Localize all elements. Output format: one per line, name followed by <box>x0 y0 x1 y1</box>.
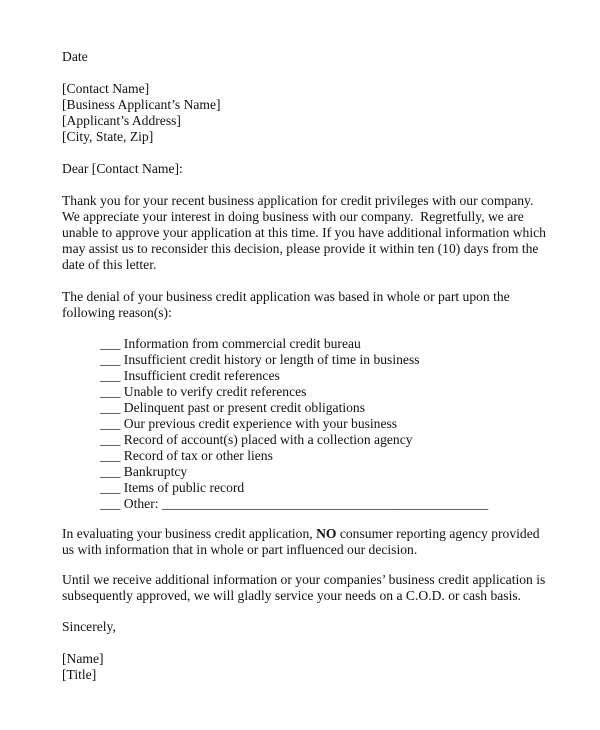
city-state-zip: [City, State, Zip] <box>62 129 154 144</box>
para2-line: following reason(s): <box>62 305 172 320</box>
para3-line: us with information that in whole or part influenced our decision. <box>62 542 418 557</box>
reason-item: ___ Delinquent past or present credit obligations <box>100 400 366 415</box>
reason-item: ___ Record of tax or other liens <box>100 448 273 463</box>
reason-item: ___ Insufficient credit history or length of time in business <box>100 352 420 367</box>
para4-line: Until we receive additional information or your companies’ business credit application is <box>62 572 546 587</box>
para3-text: consumer reporting agency provided <box>336 526 540 541</box>
para1-line: Thank you for your recent business application for credit privileges with our company. <box>62 193 534 208</box>
para4-line: subsequently approved, we will gladly service your needs on a C.O.D. or cash basis. <box>62 588 522 603</box>
signature-title: [Title] <box>62 667 97 682</box>
closing: Sincerely, <box>62 619 116 634</box>
para1-line: date of this letter. <box>62 257 157 272</box>
para3-bold-no: NO <box>316 526 337 541</box>
reason-item: ___ Unable to verify credit references <box>100 384 307 399</box>
reason-item: ___ Bankruptcy <box>100 464 188 479</box>
applicant-address: [Applicant’s Address] <box>62 113 181 128</box>
signature-name: [Name] <box>62 651 104 666</box>
reason-item: ___ Information from commercial credit bureau <box>100 336 361 351</box>
contact-name: [Contact Name] <box>62 81 150 96</box>
date-line: Date <box>62 49 88 64</box>
business-applicant-name: [Business Applicant’s Name] <box>62 97 221 112</box>
para1-line: We appreciate your interest in doing business with our company. Regretfully, we are <box>62 209 524 224</box>
para1-line: may assist us to reconsider this decision, please provide it within ten (10) days from the <box>62 241 539 256</box>
reason-item: ___ Insufficient credit references <box>100 368 280 383</box>
para3-text: In evaluating your business credit application, <box>62 526 317 541</box>
reason-item: ___ Record of account(s) placed with a collection agency <box>100 432 413 447</box>
para2-line: The denial of your business credit application was based in whole or part upon the <box>62 289 510 304</box>
salutation: Dear [Contact Name]: <box>62 161 183 176</box>
reason-item: ___ Our previous credit experience with your business <box>100 416 398 431</box>
para3-line <box>62 526 540 542</box>
para1-line: unable to approve your application at this time. If you have additional information which <box>62 225 546 240</box>
reason-item: ___ Items of public record <box>100 480 245 495</box>
reason-item-other: ___ Other: ________________________________________________ <box>100 496 489 511</box>
